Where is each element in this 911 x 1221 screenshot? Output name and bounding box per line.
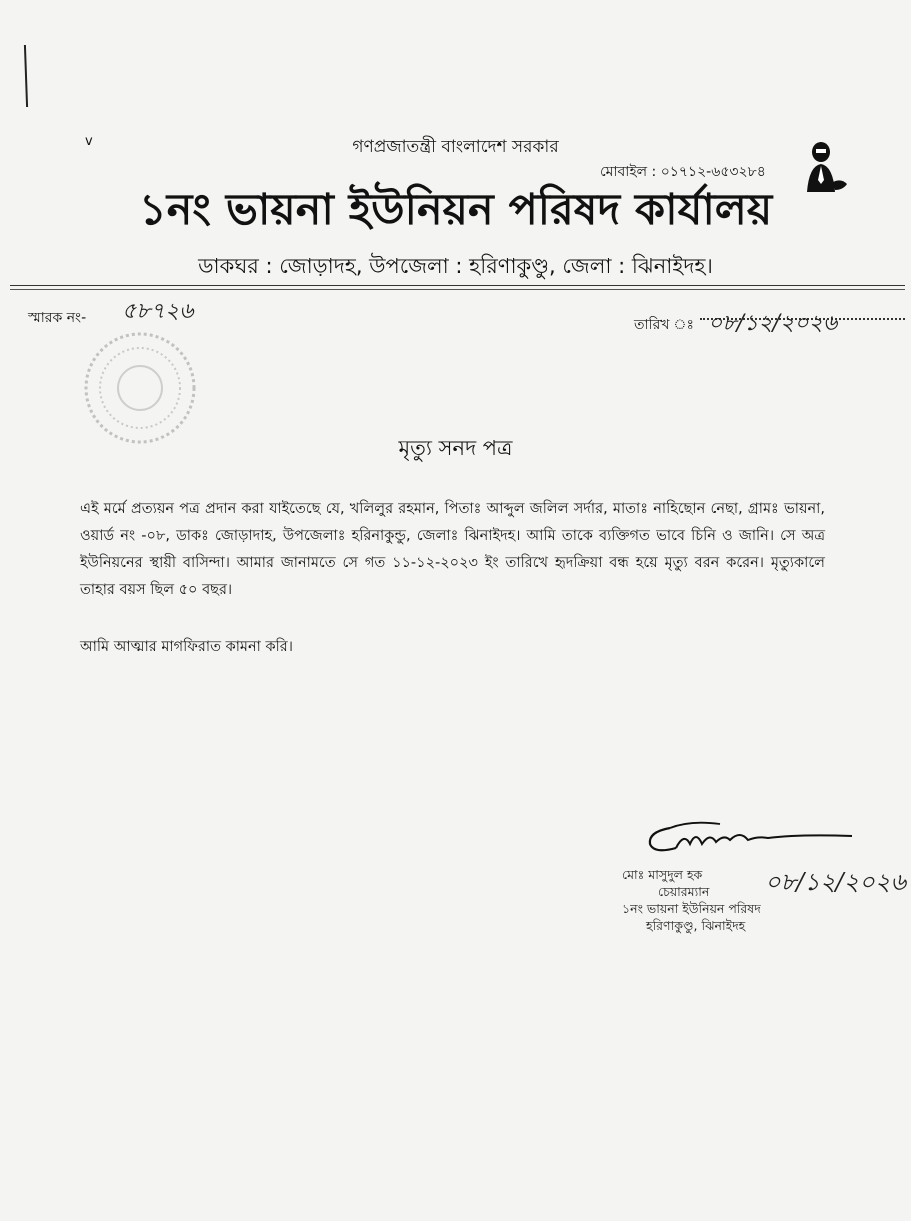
- faint-seal-icon: [82, 330, 198, 446]
- tick-mark: v: [85, 134, 93, 149]
- signatory-stamp: [622, 866, 761, 934]
- date-label: তারিখ ঃ: [634, 317, 694, 333]
- document-title: মৃত্যু সনদ পত্র: [398, 436, 513, 460]
- office-title: ১নং ভায়না ইউনিয়ন পরিষদ কার্যালয়: [138, 185, 773, 235]
- signatory-location: হরিণাকুণ্ডু, ঝিনাইদহ: [646, 918, 746, 933]
- prayer-line: আমি আত্মার মাগফিরাত কামনা করি।: [80, 639, 293, 655]
- memo-label: স্মারক নং-: [28, 310, 87, 326]
- memo-number-handwritten: ৫৮৭২৬: [122, 299, 194, 324]
- signature-date-handwritten: ০৮/১২/২০২৬: [765, 868, 906, 896]
- signatory-name: মোঃ মাসুদুল হক: [622, 867, 703, 882]
- signatory-office: ১নং ভায়না ইউনিয়ন পরিষদ: [622, 901, 761, 916]
- header-divider: [10, 285, 905, 286]
- certificate-body: এই মর্মে প্রত্যয়ন পত্র প্রদান করা যাইতেছে যে, খলিলুর রহমান, পিতাঃ আব্দুল জলিল সর্দার, মাতাঃ নাহিছোন নেছা, গ্রামঃ ভায়না, ওয়ার্ড নং -০৮, ডাকঃ জোড়াদাহ, উপজেলাঃ হরিনাকুন্ডু, জেলাঃ ঝিনাইদহ। আমি তাকে ব্যক্তিগত ভাবে চিনি ও জানি। সে অত্র ইউনিয়নের স্থায়ী বাসিন্দা। আমার জানামতে সে গত ১১-১২-২০২৩ ইং তারিখে হৃদক্রিয়া বন্ধ হয়ে মৃত্যু বরন করেন। মৃত্যুকালে তাহার বয়স ছিল ৫০ বছর।: [80, 501, 825, 598]
- date-handwritten: ০৮/১২/২০২৬: [708, 311, 838, 336]
- header-divider-thin: [10, 289, 905, 290]
- office-address: ডাকঘর : জোড়াদহ, উপজেলা : হরিণাকুণ্ডু, জেলা : ঝিনাইদহ।: [198, 254, 713, 278]
- mobile-number: মোবাইল : ০১৭১২-৬৫৩২৮৪: [600, 164, 766, 180]
- margin-pen-stroke: [24, 45, 28, 107]
- government-line: গণপ্রজাতন্ত্রী বাংলাদেশ সরকার: [352, 137, 559, 157]
- signature-icon: [640, 810, 860, 860]
- signatory-designation: চেয়ারম্যান: [658, 884, 710, 899]
